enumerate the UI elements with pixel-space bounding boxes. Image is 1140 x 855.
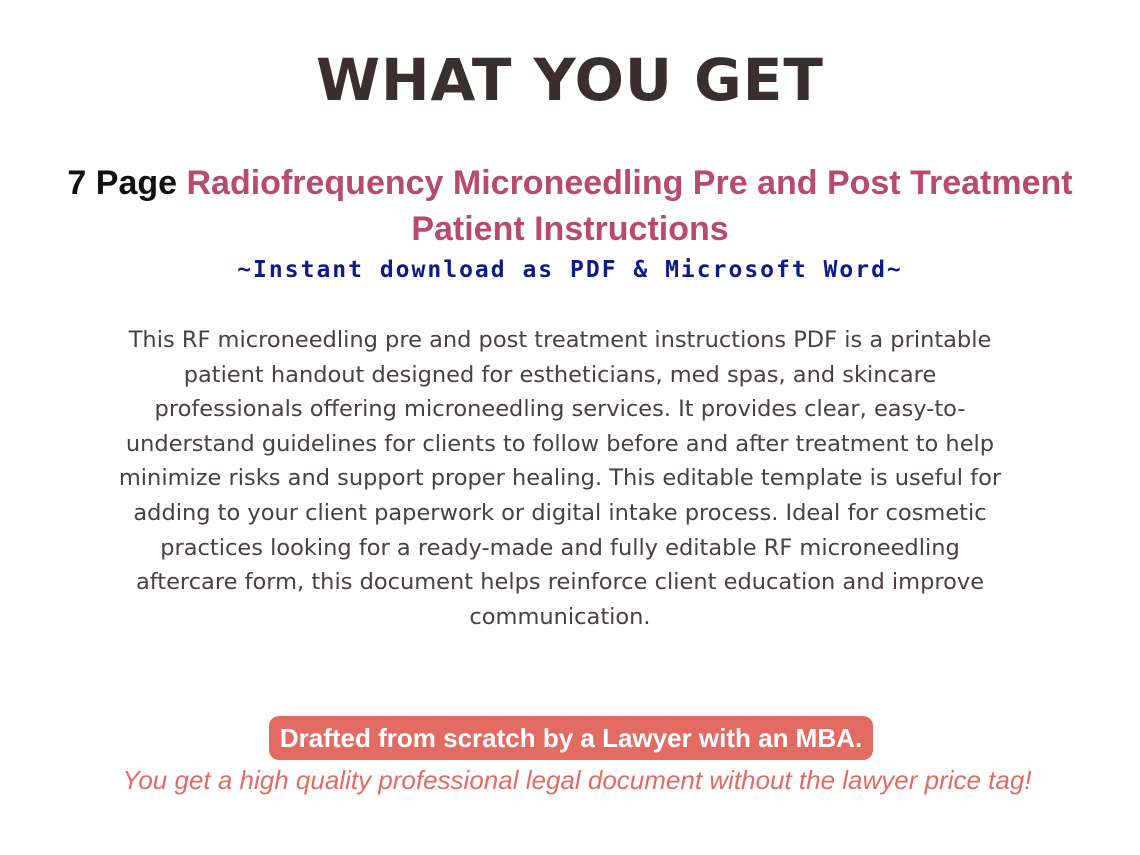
value-tagline: You get a high quality professional legal document without the lawyer price tag!	[122, 765, 1032, 795]
page-title: WHAT YOU GET	[316, 46, 824, 114]
product-name: Radiofrequency Microneedling Pre and Post Treatment Patient Instructions	[186, 164, 1073, 248]
download-format-note: ~Instant download as PDF & Microsoft Word~	[237, 257, 903, 283]
credential-badge: Drafted from scratch by a Lawyer with an MBA.	[269, 716, 873, 760]
product-subtitle	[60, 160, 1080, 252]
product-description: This RF microneedling pre and post treatment instructions PDF is a printable patient handout designed for estheticians, med spas, and skincare professionals offering microneedling services. It provides clear, easy-to-understand guidelines for clients to follow before and after treatment to help minimize risks and support proper healing. This editable template is useful for adding to your client paperwork or digital intake process. Ideal for cosmetic practices looking for a ready-made and fully editable RF microneedling aftercare form, this document helps reinforce client education and improve communication.	[118, 327, 1002, 630]
credential-badge-container	[0, 716, 1140, 760]
page-count-label: 7 Page	[67, 164, 178, 202]
